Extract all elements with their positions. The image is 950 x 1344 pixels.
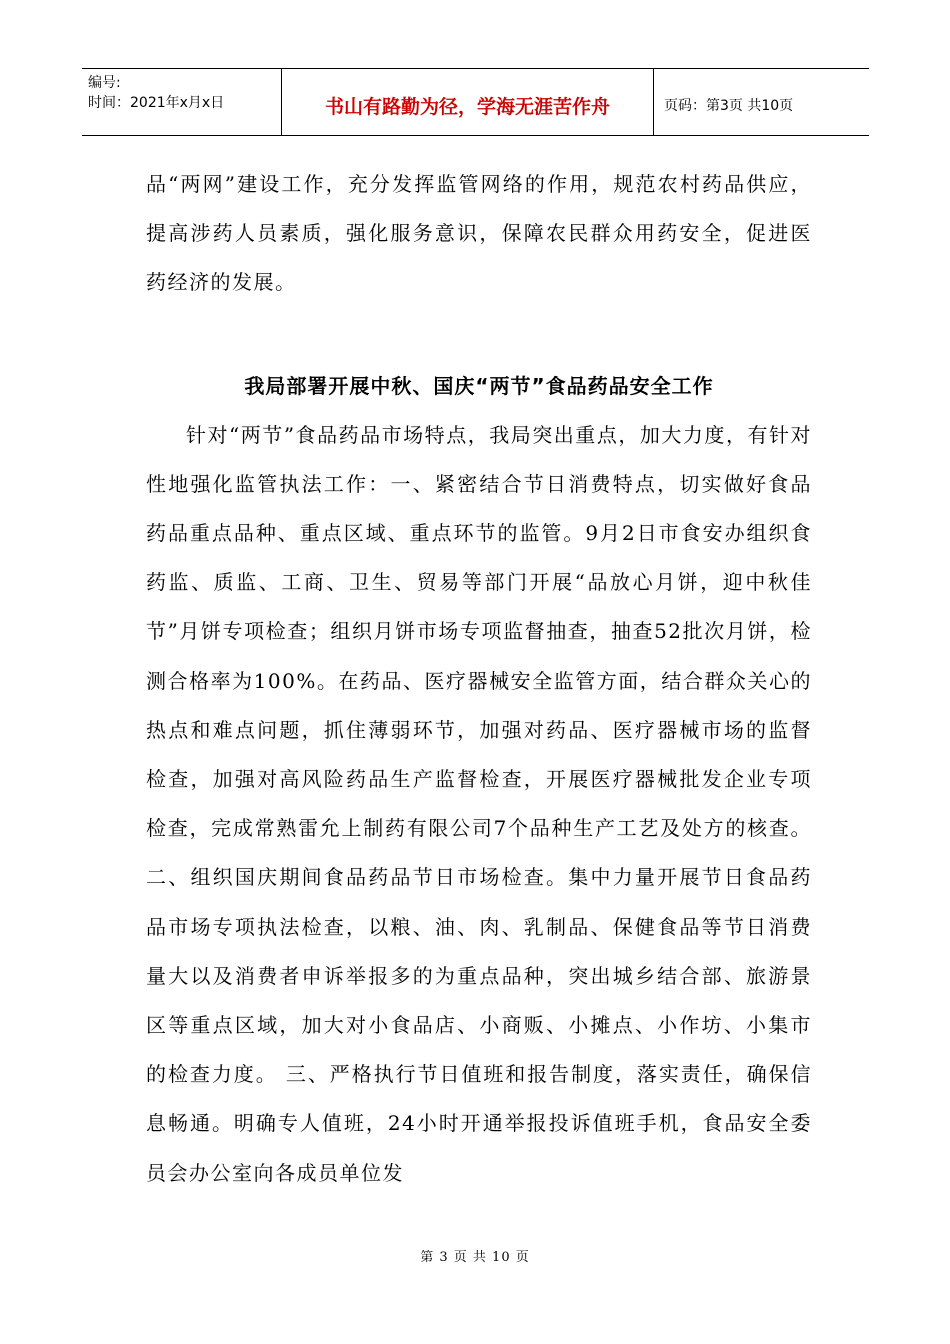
page-footer: 第 3 页 共 10 页 bbox=[420, 1250, 530, 1265]
section-title: 我局部署开展中秋、国庆“两节”食品药品安全工作 bbox=[244, 373, 714, 398]
section-paragraph: 针对“两节”食品药品市场特点，我局突出重点，加大力度，有针对性地强化监管执法工作：一、紧密结合节日消费特点，切实做好食品药品重点品种、重点区域、重点环节的监管。9月2日市食安办组织食药监、质监、工商、卫生、贸易等部门开展“品放心月饼，迎中秋佳节”月饼专项检查；组织月饼市场专项监督抽查，抽查52批次月饼，检测合格率为100%。在药品、医疗器械安全监管方面，结合群众关心的热点和难点问题，抓住薄弱环节，加强对药品、医疗器械市场的监督检查，加强对高风险药品生产监督检查，开展医疗器械批发企业专项检查，完成常熟雷允上制药有限公司7个品种生产工艺及处方的核查。二、组织国庆期间食品药品节日市场检查。集中力量开展节日食品药品市场专项执法检查，以粮、油、肉、乳制品、保健食品等节日消费量大以及消费者申诉举报多的为重点品种，突出城乡结合部、旅游景区等重点区域，加大对小食品店、小商贩、小摊点、小作坊、小集市的检查力度。 三、严格执行节日值班和报告制度，落实责任，确保信息畅通。明确专人值班，24小时开通举报投诉值班手机，食品安全委员会办公室向各成员单位发 bbox=[146, 422, 812, 1185]
header-meta bbox=[82, 69, 282, 135]
document-body bbox=[146, 160, 812, 1198]
document-date: 时间：2021年x月x日 bbox=[88, 95, 225, 111]
intro-paragraph: 品“两网”建设工作，充分发挥监管网络的作用，规范农村药品供应，提高涉药人员素质，强化服务意识，保障农民群众用药安全，促进医药经济的发展。 bbox=[146, 172, 812, 295]
header-page-info: 页码：第3页 共10页 bbox=[664, 98, 794, 114]
document-number-label: 编号: bbox=[88, 75, 121, 91]
page-header bbox=[82, 68, 869, 136]
header-motto: 书山有路勤为径，学海无涯苦作舟 bbox=[282, 69, 654, 135]
